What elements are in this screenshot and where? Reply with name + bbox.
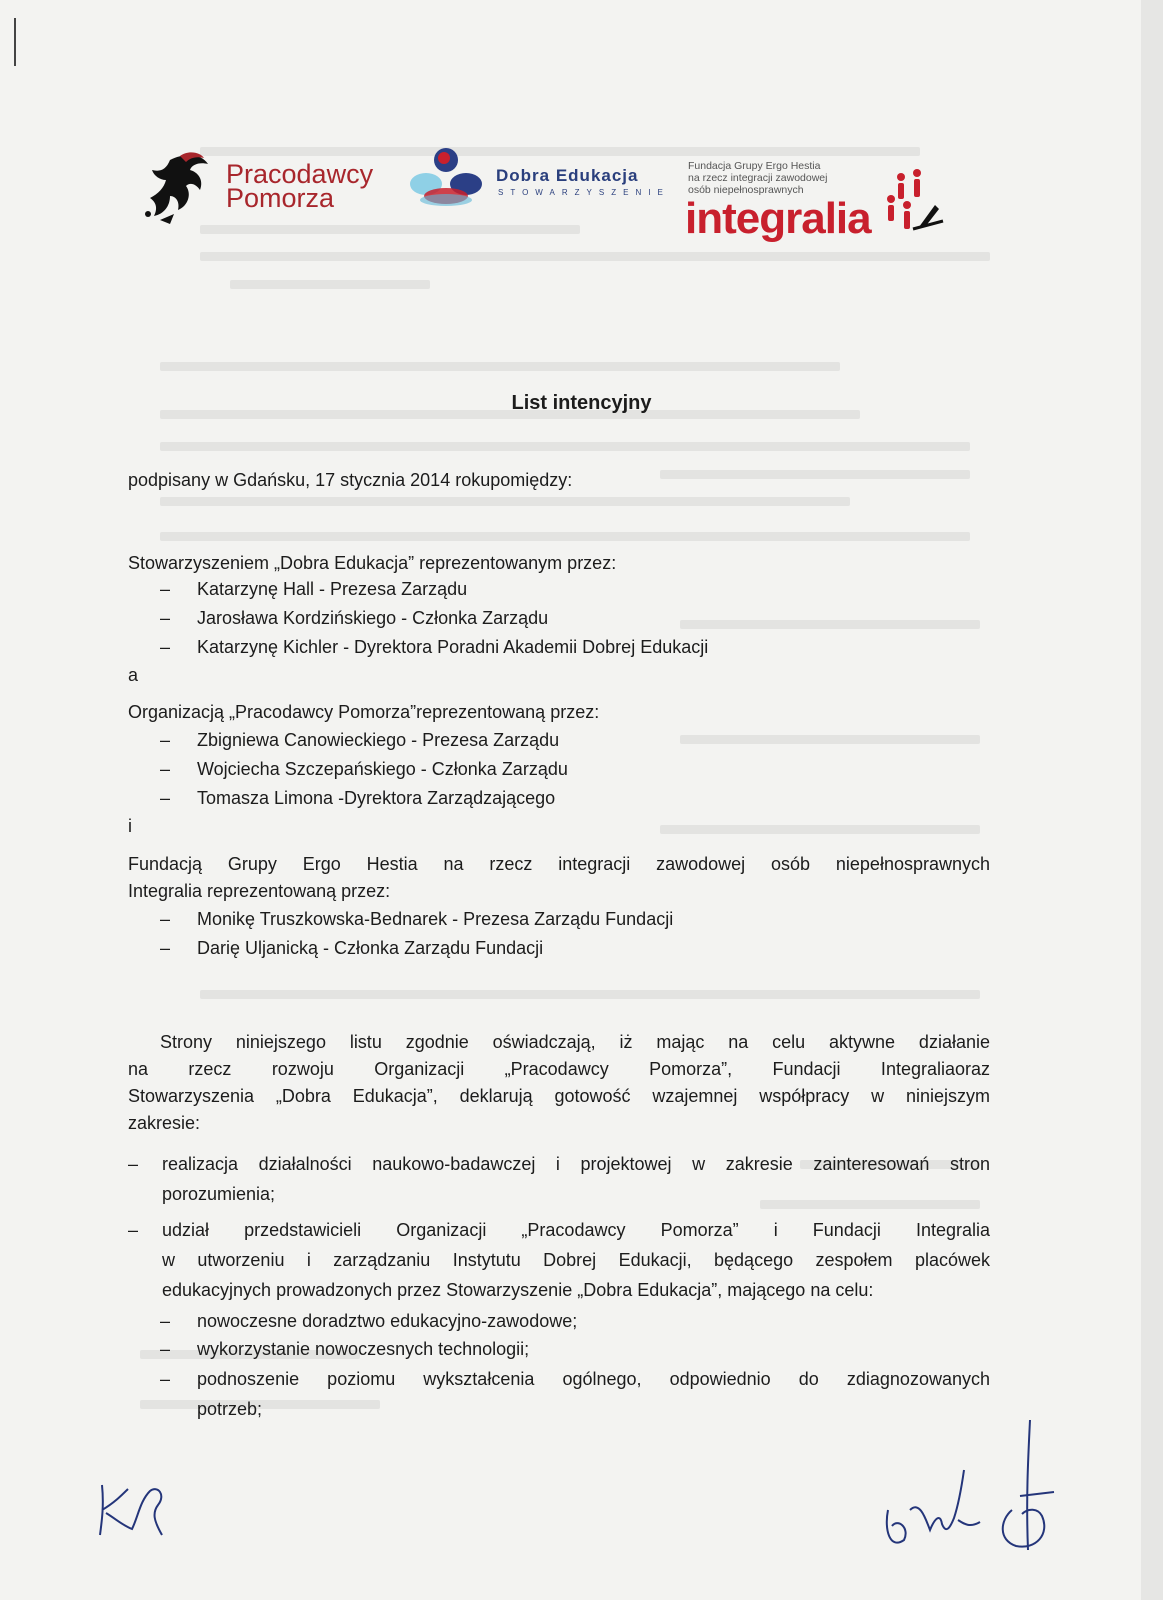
pracodawcy-pomorza-logo [140, 150, 390, 230]
party-2-intro: Organizacją „Pracodawcy Pomorza”reprezentowaną przez: [128, 702, 600, 722]
show-through [200, 252, 990, 261]
declaration-line: Strony niniejszego listu zgodnie oświadczają, iż mając na celu aktywne działanie [160, 1032, 990, 1052]
griffin-icon [140, 150, 222, 230]
party-1-intro: Stowarzyszeniem „Dobra Edukacja” reprezentowanym przez: [128, 553, 617, 573]
show-through [160, 362, 840, 371]
handwritten-initials-left [92, 1465, 182, 1545]
party-3-intro-line-1: Fundacją Grupy Ergo Hestia na rzecz integracji zawodowej osób niepełnosprawnych [128, 854, 990, 874]
dobra-edukacja-subtitle: STOWARZYSZENIE [498, 188, 670, 197]
integralia-caption: Fundacja Grupy Ergo Hestia na rzecz integracji zawodowej osób niepełnosprawnych [688, 160, 828, 196]
show-through [680, 735, 980, 744]
conjunction-i: i [128, 816, 132, 836]
declaration-line: na rzecz rozwoju Organizacji „Pracodawcy Pomorza”, Fundacji Integraliaoraz [128, 1059, 990, 1079]
dobra-edukacja-logo [408, 144, 693, 224]
show-through [160, 442, 970, 451]
signed-line: podpisany w Gdańsku, 17 stycznia 2014 rokupomiędzy: [128, 470, 573, 490]
declaration-line: Stowarzyszenia „Dobra Edukacja”, deklarują gotowość wzajemnej współpracy w niniejszym [128, 1086, 990, 1106]
goal-item: – podnoszenie poziomu wykształcenia ogólnego, odpowiednio do zdiagnozowanych potrzeb; [160, 1369, 990, 1419]
declaration-line: zakresie: [128, 1113, 201, 1133]
handwritten-signatures-right [870, 1400, 1070, 1560]
integralia-logo [685, 160, 963, 250]
show-through [660, 470, 970, 479]
dobra-edukacja-name: Dobra Edukacja [496, 166, 639, 185]
scope-item: – realizacja działalności naukowo-badawczej i projektowej w zakresie zainteresowań stron porozumienia; [128, 1154, 990, 1204]
show-through [230, 280, 430, 289]
people-figures-icon [883, 165, 953, 235]
show-through [160, 497, 850, 506]
show-through [680, 620, 980, 629]
show-through [160, 532, 970, 541]
integralia-name: integralia [685, 194, 871, 243]
document-title: List intencyjny [511, 392, 652, 414]
show-through [660, 825, 980, 834]
dobra-edukacja-emblem-icon [408, 144, 484, 214]
conjunction-a: a [128, 665, 139, 685]
pracodawcy-pomorza-name: Pracodawcy Pomorza [226, 159, 374, 213]
show-through [200, 990, 980, 999]
scope-item: – udział przedstawicieli Organizacji „Pracodawcy Pomorza” i Fundacji Integralia w utworzeniu i zarządzaniu Instytutu Dobrej Edukacji, będącego zespołem placówek edukacyjnych prowadzonych przez Stowarzyszenie „Dobra Edukacja”, mającego na celu: [128, 1220, 990, 1300]
scan-mark [14, 18, 16, 66]
party-3-intro-line-2: Integralia reprezentowaną przez: [128, 881, 391, 901]
